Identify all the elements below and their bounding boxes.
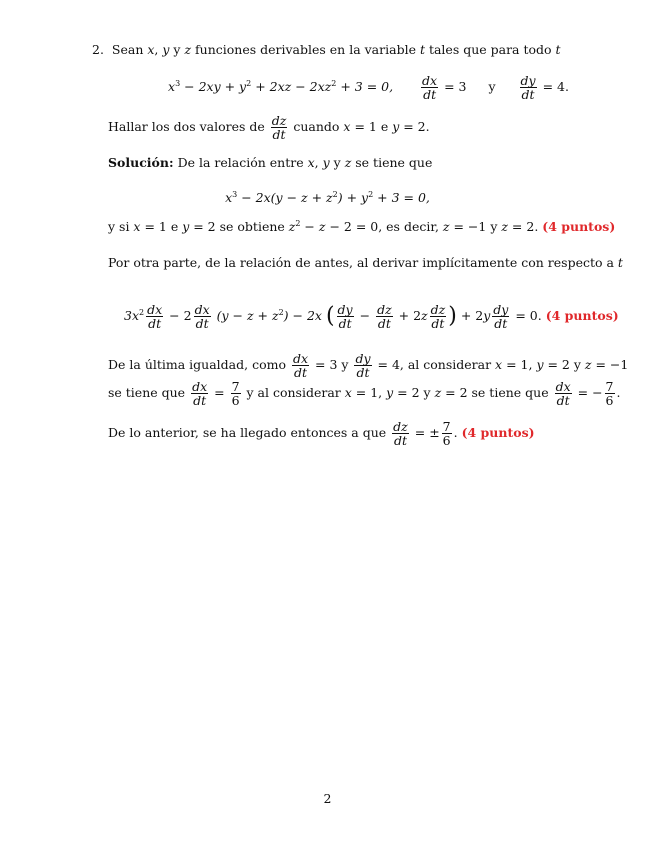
- eq-dy-value: = 4.: [542, 79, 569, 94]
- last-equality-line-b: se tiene que $\frac{dx}{dt}$ = $\frac{7}{6}$ y al considerar x = 1, y = 2 y z = 2 se tiene que $\frac{dx}{dt}$ = − $\frac{7}{6}$ .: [108, 379, 621, 408]
- problem-statement: 2. Sean x, y y z funciones derivables en la variable t tales que para todo t: [92, 42, 561, 57]
- points-badge-2: (4 puntos): [545, 308, 619, 323]
- points-badge-3: (4 puntos): [461, 425, 535, 440]
- derivative-equation: $3x^2$ $\frac{dx}{dt}$ − 2 $\frac{dx}{dt}$ $(y - z + z^2) - 2x$ ( $\frac{dy}{dt}$ − $\frac{dz}{dt}$ + 2z $\frac{dz}{dt}$ ) + 2y $\frac{dy}{dt}$ = 0. (4 puntos): [124, 302, 619, 331]
- last-a-mid1: = 3 y: [315, 357, 349, 372]
- frac-dx-dt: $\frac{dx}{dt}$: [422, 73, 438, 102]
- frac-dy-dt: $\frac{dy}{dt}$: [520, 73, 536, 102]
- derivative-eq-end: = 0.: [515, 308, 542, 323]
- conclusion-pre: De lo anterior, se ha llegado entonces a que: [108, 425, 387, 440]
- last-a-pre: De la última igualdad, como: [108, 357, 286, 372]
- relation-equation: $x^3 - 2x(y - z + z^2) + y^2 + 3 = 0$,: [225, 190, 430, 205]
- problem-question: Hallar los dos valores de $\frac{dz}{dt}$ cuando x = 1 e y = 2.: [108, 113, 430, 142]
- eq-connector: y: [488, 79, 496, 94]
- implicit-intro: Por otra parte, de la relación de antes, al derivar implícitamente con respecto a t: [108, 255, 623, 270]
- last-b-pre: se tiene que: [108, 385, 186, 400]
- conclusion-line: De lo anterior, se ha llegado entonces a que $\frac{dz}{dt}$ = ± $\frac{7}{6}$ . (4 puntos): [108, 419, 535, 448]
- eq-dx-value: = 3: [444, 79, 467, 94]
- points-badge-1: (4 puntos): [542, 219, 616, 234]
- question-pre: Hallar los dos valores de: [108, 119, 265, 134]
- z-values-line: y si x = 1 e y = 2 se obtiene $z^2 - z - 2 = 0$, es decir, z = −1 y z = 2. (4 puntos): [108, 219, 616, 234]
- solution-label: Solución:: [108, 155, 174, 170]
- problem-number: 2.: [92, 42, 104, 57]
- page-number: 2: [323, 791, 332, 806]
- given-equations: $x^3 - 2xy + y^2 + 2xz - 2xz^2 + 3 = 0$, $\frac{dx}{dt}$ = 3 y $\frac{dy}{dt}$ = 4.: [168, 73, 569, 102]
- frac-dz-dt: $\frac{dz}{dt}$: [271, 113, 287, 142]
- solution-intro: Solución: De la relación entre x, y y z se tiene que: [108, 155, 433, 170]
- last-equality-line-a: De la última igualdad, como $\frac{dx}{dt}$ = 3 y $\frac{dy}{dt}$ = 4, al considerar x = 1, y = 2 y z = −1: [108, 351, 629, 380]
